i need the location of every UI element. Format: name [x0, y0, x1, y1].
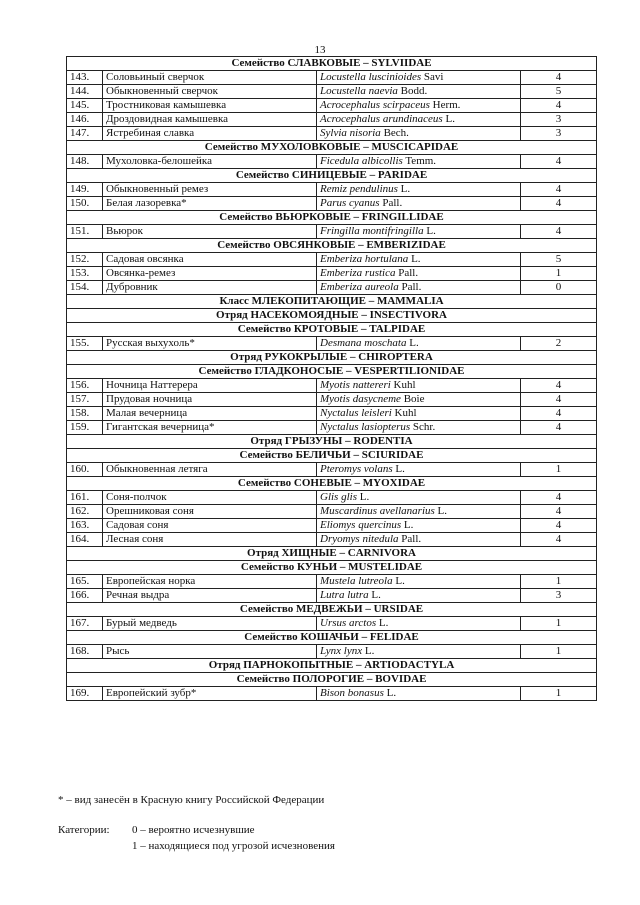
species-row — [67, 687, 597, 701]
species-category: 1 — [521, 463, 597, 477]
species-row — [67, 491, 597, 505]
legend-item: 0 – вероятно исчезнувшие — [132, 824, 255, 836]
species-number: 143. — [67, 71, 103, 85]
species-number: 162. — [67, 505, 103, 519]
species-author: Bech. — [383, 127, 409, 139]
species-latin-name: Emberiza hortulana — [320, 253, 409, 265]
species-row — [67, 183, 597, 197]
species-latin-name: Acrocephalus arundinaceus — [320, 113, 443, 125]
footnote: * – вид занесён в Красную книгу Российской Федерации — [58, 794, 325, 806]
species-latin-cell — [317, 505, 521, 519]
species-author: Herm. — [432, 99, 461, 111]
species-author: L. — [400, 183, 411, 195]
species-row — [67, 85, 597, 99]
species-latin-cell — [317, 225, 521, 239]
species-latin-cell — [317, 575, 521, 589]
species-category: 4 — [521, 421, 597, 435]
species-russian-name: Садовая овсянка — [103, 253, 317, 267]
species-russian-name: Мухоловка-белошейка — [103, 155, 317, 169]
taxon-header-row — [67, 169, 597, 183]
species-category: 4 — [521, 379, 597, 393]
species-row — [67, 421, 597, 435]
species-table-body — [67, 57, 597, 701]
species-latin-name: Remiz pendulinus — [320, 183, 398, 195]
species-russian-name: Ястребиная славка — [103, 127, 317, 141]
species-russian-name: Гигантская вечерница* — [103, 421, 317, 435]
taxon-header-row — [67, 673, 597, 687]
species-author: Kuhl — [393, 379, 416, 391]
species-category: 4 — [521, 491, 597, 505]
taxon-header-row — [67, 435, 597, 449]
taxon-header-row — [67, 295, 597, 309]
species-latin-name: Sylvia nisoria — [320, 127, 381, 139]
species-author: Pall. — [401, 281, 422, 293]
species-latin-cell — [317, 533, 521, 547]
species-author: L. — [364, 645, 375, 657]
species-latin-cell — [317, 421, 521, 435]
taxon-header-row — [67, 365, 597, 379]
taxon-header-row — [67, 141, 597, 155]
species-row — [67, 379, 597, 393]
species-row — [67, 617, 597, 631]
species-author: L. — [371, 589, 381, 601]
page-number: 13 — [314, 44, 326, 56]
taxon-header: Семейство ПОЛОРОГИЕ – BOVIDAE — [67, 673, 597, 687]
species-row — [67, 71, 597, 85]
species-latin-name: Glis glis — [320, 491, 357, 503]
species-latin-name: Ficedula albicollis — [320, 155, 403, 167]
species-author: Pall. — [382, 197, 403, 209]
species-latin-name: Pteromys volans — [320, 463, 393, 475]
species-table — [66, 56, 597, 701]
species-latin-name: Emberiza aureola — [320, 281, 399, 293]
taxon-header: Класс МЛЕКОПИТАЮЩИЕ – MAMMALIA — [67, 295, 597, 309]
species-russian-name: Дроздовидная камышевка — [103, 113, 317, 127]
species-russian-name: Обыкновенная летяга — [103, 463, 317, 477]
species-latin-name: Lutra lutra — [320, 589, 369, 601]
species-number: 169. — [67, 687, 103, 701]
species-author: L. — [395, 575, 405, 587]
species-category: 4 — [521, 407, 597, 421]
species-russian-name: Дубровник — [103, 281, 317, 295]
species-latin-name: Muscardinus avellanarius — [320, 505, 435, 517]
species-author: L. — [378, 617, 389, 629]
species-number: 150. — [67, 197, 103, 211]
species-author: L. — [445, 113, 455, 125]
taxon-header-row — [67, 239, 597, 253]
species-number: 148. — [67, 155, 103, 169]
species-number: 161. — [67, 491, 103, 505]
taxon-header-row — [67, 561, 597, 575]
category-legend — [58, 822, 335, 854]
species-latin-name: Acrocephalus scirpaceus — [320, 99, 430, 111]
species-number: 156. — [67, 379, 103, 393]
species-latin-name: Myotis nattereri — [320, 379, 391, 391]
species-russian-name: Обыкновенный сверчок — [103, 85, 317, 99]
species-latin-cell — [317, 71, 521, 85]
species-russian-name: Лесная соня — [103, 533, 317, 547]
taxon-header: Семейство БЕЛИЧЬИ – SCIURIDAE — [67, 449, 597, 463]
species-row — [67, 575, 597, 589]
species-number: 166. — [67, 589, 103, 603]
species-number: 164. — [67, 533, 103, 547]
species-category: 2 — [521, 337, 597, 351]
species-category: 1 — [521, 687, 597, 701]
species-latin-cell — [317, 589, 521, 603]
species-author: Boie — [403, 393, 425, 405]
species-category: 3 — [521, 113, 597, 127]
species-category: 5 — [521, 85, 597, 99]
taxon-header: Семейство ОВСЯНКОВЫЕ – EMBERIZIDAE — [67, 239, 597, 253]
species-number: 165. — [67, 575, 103, 589]
species-row — [67, 519, 597, 533]
species-russian-name: Садовая соня — [103, 519, 317, 533]
species-author: L. — [395, 463, 405, 475]
taxon-header-row — [67, 547, 597, 561]
species-latin-cell — [317, 617, 521, 631]
species-number: 152. — [67, 253, 103, 267]
species-author: Pall. — [401, 533, 422, 545]
species-category: 4 — [521, 99, 597, 113]
species-author: Pall. — [398, 267, 419, 279]
species-latin-cell — [317, 183, 521, 197]
species-category: 4 — [521, 533, 597, 547]
species-russian-name: Вьюрок — [103, 225, 317, 239]
taxon-header: Семейство КОШАЧЬИ – FELIDAE — [67, 631, 597, 645]
species-latin-cell — [317, 463, 521, 477]
species-latin-name: Mustela lutreola — [320, 575, 393, 587]
species-latin-cell — [317, 197, 521, 211]
taxon-header-row — [67, 57, 597, 71]
species-category: 3 — [521, 589, 597, 603]
species-author: Kuhl — [394, 407, 417, 419]
species-category: 3 — [521, 127, 597, 141]
species-row — [67, 113, 597, 127]
species-row — [67, 533, 597, 547]
species-russian-name: Бурый медведь — [103, 617, 317, 631]
species-russian-name: Белая лазоревка* — [103, 197, 317, 211]
species-author: L. — [437, 505, 448, 517]
taxon-header: Семейство ГЛАДКОНОСЫЕ – VESPERTILIONIDAE — [67, 365, 597, 379]
species-author: Temm. — [405, 155, 437, 167]
species-number: 151. — [67, 225, 103, 239]
taxon-header: Семейство СОНЕВЫЕ – MYOXIDAE — [67, 477, 597, 491]
species-number: 154. — [67, 281, 103, 295]
taxon-header-row — [67, 351, 597, 365]
species-latin-cell — [317, 379, 521, 393]
species-category: 1 — [521, 645, 597, 659]
species-number: 163. — [67, 519, 103, 533]
species-author: L. — [403, 519, 414, 531]
species-latin-cell — [317, 253, 521, 267]
species-russian-name: Речная выдра — [103, 589, 317, 603]
species-number: 167. — [67, 617, 103, 631]
species-row — [67, 155, 597, 169]
species-number: 147. — [67, 127, 103, 141]
species-category: 4 — [521, 225, 597, 239]
species-russian-name: Соловьиный сверчок — [103, 71, 317, 85]
species-number: 160. — [67, 463, 103, 477]
species-latin-name: Bison bonasus — [320, 687, 384, 699]
species-russian-name: Европейская норка — [103, 575, 317, 589]
species-latin-cell — [317, 85, 521, 99]
species-category: 4 — [521, 197, 597, 211]
taxon-header-row — [67, 309, 597, 323]
taxon-header: Семейство МУХОЛОВКОВЫЕ – MUSCICAPIDAE — [67, 141, 597, 155]
species-latin-cell — [317, 113, 521, 127]
species-latin-cell — [317, 519, 521, 533]
species-author: Savi — [423, 71, 444, 83]
species-latin-name: Locustella naevia — [320, 85, 398, 97]
legend-item: 1 – находящиеся под угрозой исчезновения — [132, 840, 335, 852]
species-number: 149. — [67, 183, 103, 197]
species-category: 0 — [521, 281, 597, 295]
species-row — [67, 127, 597, 141]
taxon-header: Семейство СЛАВКОВЫЕ – SYLVIIDAE — [67, 57, 597, 71]
species-category: 1 — [521, 575, 597, 589]
species-number: 146. — [67, 113, 103, 127]
taxon-header-row — [67, 449, 597, 463]
species-row — [67, 253, 597, 267]
species-russian-name: Рысь — [103, 645, 317, 659]
taxon-header-row — [67, 603, 597, 617]
taxon-header-row — [67, 659, 597, 673]
taxon-header-row — [67, 477, 597, 491]
species-author: L. — [426, 225, 436, 237]
species-latin-name: Nyctalus leisleri — [320, 407, 392, 419]
species-category: 5 — [521, 253, 597, 267]
species-number: 155. — [67, 337, 103, 351]
species-number: 153. — [67, 267, 103, 281]
species-russian-name: Овсянка-ремез — [103, 267, 317, 281]
species-latin-cell — [317, 127, 521, 141]
species-number: 157. — [67, 393, 103, 407]
species-row — [67, 267, 597, 281]
legend-line — [58, 822, 335, 838]
taxon-header: Семейство КУНЬИ – MUSTELIDAE — [67, 561, 597, 575]
species-latin-cell — [317, 99, 521, 113]
species-category: 4 — [521, 519, 597, 533]
taxon-header-row — [67, 631, 597, 645]
species-latin-name: Locustella luscinioides — [320, 71, 422, 83]
species-latin-cell — [317, 393, 521, 407]
species-latin-name: Desmana moschata — [320, 337, 407, 349]
species-latin-name: Parus cyanus — [320, 197, 380, 209]
species-latin-name: Nyctalus lasiopterus — [320, 421, 411, 433]
species-category: 1 — [521, 617, 597, 631]
taxon-header: Семейство ВЬЮРКОВЫЕ – FRINGILLIDAE — [67, 211, 597, 225]
species-number: 144. — [67, 85, 103, 99]
species-latin-cell — [317, 407, 521, 421]
species-row — [67, 225, 597, 239]
species-latin-cell — [317, 155, 521, 169]
species-russian-name: Тростниковая камышевка — [103, 99, 317, 113]
species-latin-name: Myotis dasycneme — [320, 393, 401, 405]
species-russian-name: Малая вечерница — [103, 407, 317, 421]
species-russian-name: Прудовая ночница — [103, 393, 317, 407]
species-number: 159. — [67, 421, 103, 435]
species-russian-name: Соня-полчок — [103, 491, 317, 505]
legend-label: Категории: — [58, 824, 110, 836]
species-russian-name: Европейский зубр* — [103, 687, 317, 701]
species-russian-name: Обыкновенный ремез — [103, 183, 317, 197]
species-latin-name: Fringilla montifringilla — [320, 225, 424, 237]
species-author: Bodd. — [400, 85, 428, 97]
species-author: Schr. — [412, 421, 436, 433]
taxon-header: Отряд ПАРНОКОПЫТНЫЕ – ARTIODACTYLA — [67, 659, 597, 673]
species-latin-cell — [317, 281, 521, 295]
species-russian-name: Орешниковая соня — [103, 505, 317, 519]
taxon-header-row — [67, 323, 597, 337]
taxon-header-row — [67, 211, 597, 225]
species-row — [67, 197, 597, 211]
species-number: 168. — [67, 645, 103, 659]
species-number: 145. — [67, 99, 103, 113]
species-row — [67, 393, 597, 407]
species-category: 4 — [521, 183, 597, 197]
taxon-header: Семейство СИНИЦЕВЫЕ – PARIDAE — [67, 169, 597, 183]
taxon-header: Отряд ГРЫЗУНЫ – RODENTIA — [67, 435, 597, 449]
species-row — [67, 505, 597, 519]
species-category: 4 — [521, 393, 597, 407]
species-latin-name: Lynx lynx — [320, 645, 363, 657]
taxon-header: Отряд РУКОКРЫЛЫЕ – CHIROPTERA — [67, 351, 597, 365]
species-latin-name: Ursus arctos — [320, 617, 377, 629]
species-latin-name: Eliomys quercinus — [320, 519, 402, 531]
species-author: L. — [359, 491, 370, 503]
species-row — [67, 463, 597, 477]
species-number: 158. — [67, 407, 103, 421]
species-russian-name: Ночница Наттерера — [103, 379, 317, 393]
species-russian-name: Русская выхухоль* — [103, 337, 317, 351]
taxon-header: Семейство КРОТОВЫЕ – TALPIDAE — [67, 323, 597, 337]
taxon-header: Отряд ХИЩНЫЕ – CARNIVORA — [67, 547, 597, 561]
species-category: 1 — [521, 267, 597, 281]
legend-line — [58, 838, 335, 854]
species-row — [67, 337, 597, 351]
species-author: L. — [409, 337, 419, 349]
species-row — [67, 99, 597, 113]
species-author: L. — [411, 253, 421, 265]
taxon-header: Семейство МЕДВЕЖЬИ – URSIDAE — [67, 603, 597, 617]
species-latin-name: Emberiza rustica — [320, 267, 396, 279]
species-latin-cell — [317, 337, 521, 351]
species-latin-cell — [317, 645, 521, 659]
species-latin-cell — [317, 491, 521, 505]
species-row — [67, 589, 597, 603]
species-row — [67, 281, 597, 295]
species-category: 4 — [521, 71, 597, 85]
species-category: 4 — [521, 155, 597, 169]
species-author: L. — [386, 687, 397, 699]
taxon-header: Отряд НАСЕКОМОЯДНЫЕ – INSECTIVORA — [67, 309, 597, 323]
species-category: 4 — [521, 505, 597, 519]
species-row — [67, 645, 597, 659]
species-latin-name: Dryomys nitedula — [320, 533, 399, 545]
species-latin-cell — [317, 687, 521, 701]
species-row — [67, 407, 597, 421]
species-latin-cell — [317, 267, 521, 281]
